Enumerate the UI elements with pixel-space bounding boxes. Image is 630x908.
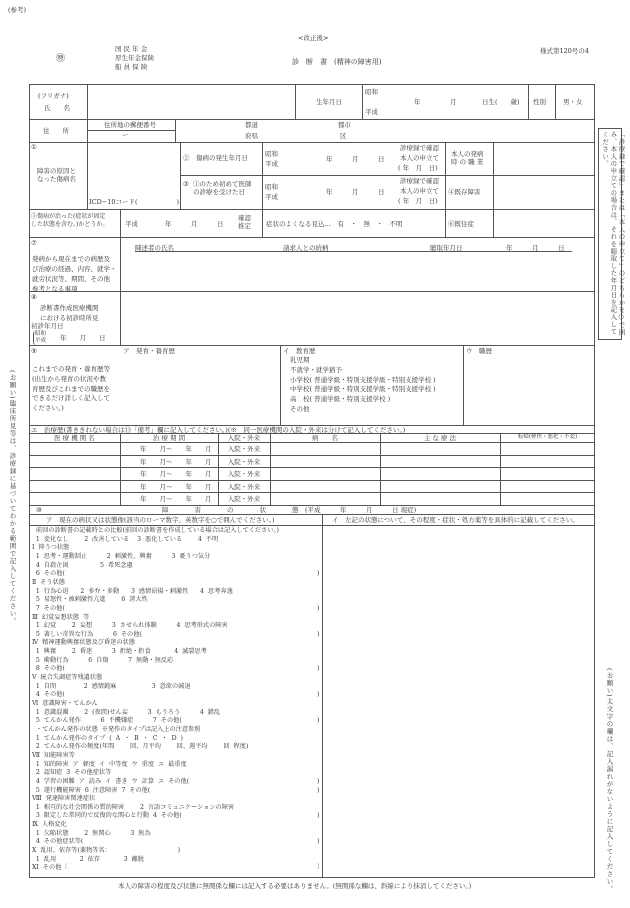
col-disease: 病 名: [312, 434, 338, 442]
close-paren: ): [317, 812, 320, 820]
onset-era-heisei[interactable]: 平成: [265, 160, 278, 168]
disability-state-title: 障 害 の 状 態 (平成 年 月 日 現症): [162, 506, 417, 514]
relation-label: 請求人との続柄: [283, 244, 329, 252]
cured-era: 平成: [125, 220, 138, 228]
first-visit-era-heisei[interactable]: 平成: [265, 193, 278, 201]
form-number: 様式第120号の4: [540, 47, 590, 55]
treatment-period[interactable]: 年 月〜 年 月: [140, 445, 212, 453]
cured-status-label: ⑤傷病が治った(症状が固定 した状態を含む。)かどうか。: [31, 213, 109, 228]
state-item-line[interactable]: 1 欠陥状態 2 無関心 3 無為: [32, 829, 151, 837]
close-paren: ): [317, 777, 320, 785]
postal-code-label: 住所地の郵便番号: [104, 121, 156, 129]
birth-date-label: 生年月日: [316, 98, 342, 106]
state-item-line[interactable]: 1 相互的な社会関係の質的障害 2 言語コミュニケーションの障害: [32, 803, 235, 811]
state-item-line[interactable]: 5 遂行機能障害 6 注意障害 7 その他(: [32, 786, 151, 794]
col-outcome: 転帰(軽快・悪化・不変): [517, 434, 578, 440]
state-item-line[interactable]: 5 衝動行為 6 自傷 7 無動・無反応: [32, 656, 174, 664]
interview-ymd: 年 月 日: [506, 244, 565, 252]
existing-disability-label: ④既存障害: [448, 188, 481, 196]
state-item-line[interactable]: 3 限定した常同的で反復的な関心と行動 4 その他(: [32, 812, 182, 820]
first-exam-era[interactable]: 昭和 平成: [35, 331, 47, 345]
state-item-line[interactable]: ・てんかん発作の状態 ※発作のタイプは記入上の注意参照: [32, 725, 201, 733]
state-item-line[interactable]: 1 興奮 2 昏迷 3 拒絶・拒食 4 滅裂思考: [32, 648, 207, 656]
treatment-period[interactable]: 年 月〜 年 月: [140, 457, 212, 466]
first-exam-date-label: 初診年月日: [31, 322, 64, 330]
state-item-line[interactable]: 1 行為心迫 2 多弁・多動 3 感情昂揚・刺激性 4 思考奔逸: [32, 587, 233, 595]
current-state-label: ア 現在の病状又は状態像(該当のローマ数字、英数字を○で囲んでください。): [46, 516, 275, 524]
education-history-label: イ 教育歴: [283, 347, 316, 355]
prefecture-label-2: 府県: [245, 132, 258, 140]
occupation-label: 本人の発病 時 の 職 業: [451, 150, 484, 167]
furigana-label: (フリガナ): [38, 92, 69, 100]
state-item-line[interactable]: 4 その他(: [32, 691, 65, 699]
first-visit-ymd: 年 月 日: [326, 188, 385, 196]
inpatient-outpatient-choice[interactable]: 入院・外来: [227, 495, 261, 503]
state-item-line[interactable]: 1 変化なし 2 改善している 3 悪化している 4 不明: [32, 535, 219, 543]
state-item-line[interactable]: Ⅰ 抑うつ状態: [32, 544, 70, 552]
section-9-number: ⑨: [31, 347, 37, 355]
section-8-number: ⑧: [31, 293, 37, 301]
revision-label: <改正後>: [298, 34, 329, 42]
treatment-period[interactable]: 年 月〜 年 月: [140, 470, 212, 478]
education-options[interactable]: 乳児期 不就学・就学猶予 小学校( 普通学級・特別支援学級・特別支援学校 ) 中学校( 普通学級・特別支援学級・特別支援学校 ) 高 校( 普通学級・特別支援学校 ) その他: [290, 356, 436, 413]
icd10-code[interactable]: ICD−10コード( ): [89, 198, 180, 206]
state-item-line[interactable]: 5 易怒性・被刺激性亢進 6 誇大性: [32, 596, 148, 604]
era-showa[interactable]: 昭和: [365, 88, 378, 96]
first-visit-confirm-record[interactable]: 診療録で確認: [400, 177, 439, 185]
onset-era-showa[interactable]: 昭和: [265, 150, 278, 158]
close-paren: ): [317, 570, 320, 578]
state-item-line[interactable]: 4 自殺企図 5 希死念慮: [32, 561, 133, 569]
state-item-line[interactable]: Ⅴ 統合失調症等残遺状態: [32, 674, 103, 682]
state-checklist: [32, 528, 322, 876]
sex-label: 性別: [533, 98, 546, 106]
right-request-note: (お願い)太文字の欄は、記入漏れがないように記入してください。: [605, 668, 614, 893]
recovery-outlook[interactable]: 症状のよくなる見込… 有 ・ 無 ・ 不明: [266, 220, 403, 228]
close-paren: ): [317, 665, 320, 673]
footer-note: 本人の障害の程度及び状態に無関係な欄には記入する必要はありません。(無関係な欄は、斜線により抹消してください。): [118, 882, 472, 890]
state-item-line[interactable]: 8 その他(: [32, 665, 65, 673]
state-item-line[interactable]: 5 著しい奇異な行為 6 その他(: [32, 630, 142, 638]
city-label-2: 区: [340, 132, 347, 140]
state-item-line[interactable]: 1 思考・運動制止 2 刺激性、興奮 3 憂うつ気分: [32, 552, 211, 560]
onset-date-ymd: 年 月 日: [326, 155, 385, 163]
address-label: 住 所: [43, 127, 69, 135]
section-3-number: ③: [183, 180, 189, 188]
state-item-line[interactable]: Ⅵ 意識障害・てんかん: [32, 700, 98, 707]
name-field[interactable]: [88, 85, 294, 118]
initial-findings-label: 診断書作成医療機関 における初診時所見: [40, 304, 99, 322]
month-label: 月: [450, 98, 457, 106]
state-item-line[interactable]: 1 てんかん発作のタイプ ( A ・ B ・ C ・ D ): [32, 734, 183, 742]
section-7-number: ⑦: [31, 239, 37, 247]
postal-code-boxes[interactable]: [88, 131, 174, 141]
state-item-line[interactable]: ⅩⅠ その他〔: [32, 864, 68, 872]
interview-date-label: 聴取年月日: [430, 244, 463, 252]
state-item-line[interactable]: 1 乱用 2 依存 3 離脱: [32, 855, 144, 863]
name-label: 氏 名: [44, 104, 70, 112]
state-item-line[interactable]: 4 学習の困難 ア 読み イ 書き ウ 計算 エ その他(: [32, 777, 190, 785]
upbringing-label: これまでの発育・養育歴等 (出生から発育の状況や教 育歴及びこれまでの職歴を できるだけ詳しく記入して ください。): [32, 365, 110, 412]
treatment-period[interactable]: 年 月〜 年 月: [140, 495, 212, 503]
confirm-note: 「診療録で確認」または「本人の申立て」のどちらかを○で囲み、本人の申立ての場合は、それを聴取した年月日を記入してください。: [601, 131, 625, 337]
close-paren: ): [317, 630, 320, 638]
document-title: 診 断 書 (精神の障害用): [292, 58, 382, 66]
onset-confirm-record[interactable]: 診療録で確認: [400, 144, 439, 152]
onset-confirm-self[interactable]: 本人の申立て: [400, 154, 439, 162]
state-item-line[interactable]: Ⅸ 人格変化: [32, 821, 67, 829]
year-label: 年: [414, 98, 421, 106]
state-item-line[interactable]: Ⅷ 発達障害関連症状: [32, 795, 96, 803]
col-institution: 医 療 機 関 名: [54, 434, 95, 442]
confirmed-estimated-choice[interactable]: 確認 推定: [238, 214, 251, 231]
history-label: 発病から現在までの病歴及 び治療の経過、内容、就学・ 就労状況等、期間、その他 参考となる事項: [32, 255, 117, 294]
prefecture-label-1: 都道: [245, 121, 258, 129]
col-period: 治 療 期 間: [152, 434, 186, 442]
state-item-line[interactable]: Ⅳ 精神運動興奮状態及び昏迷の状態: [32, 639, 135, 647]
sex-choice[interactable]: 男・女: [563, 98, 583, 106]
close-paren: ): [317, 604, 320, 612]
narrator-name-label: 陳述者の氏名: [135, 244, 174, 252]
section-10-number: ⑩: [36, 506, 42, 514]
past-illness-label: ⑥既往症: [448, 220, 474, 228]
close-paren: ): [317, 691, 320, 699]
first-visit-era-showa[interactable]: 昭和: [265, 183, 278, 191]
treatment-history-title: エ 治療歴(書ききれない場合は⑬「備考」欄に記入してください。)(※ 同一医療機関の入院・外来は分けて記入してください。): [31, 426, 406, 434]
state-item-line[interactable]: 7 その他(: [32, 604, 65, 612]
state-detail-label: イ 左記の状態について、その程度・症状・処方薬等を具体的に記載してください。: [332, 516, 579, 524]
state-item-line[interactable]: 6 その他(: [32, 570, 65, 578]
state-item-line[interactable]: 5 てんかん発作 6 不機嫌症 7 その他(: [32, 717, 182, 725]
col-therapy: 主 な 療 法: [423, 434, 457, 442]
first-exam-ymd: 年 月 日: [60, 334, 106, 342]
onset-confirm-date: ( 年 月 日): [398, 164, 438, 172]
close-paren: ): [317, 786, 320, 794]
close-paren: ): [317, 838, 320, 846]
state-item-line[interactable]: Ⅶ 知能障害等: [32, 751, 75, 759]
state-item-line[interactable]: 1 意識混濁 2 (夜間)せん妄 3 もうろう 4 錯乱: [32, 708, 221, 716]
reference-label: (参考): [8, 6, 27, 14]
left-request-note: (お願い)臨床所見等は、診療録に基づいてわかる範囲で記入してください。: [8, 370, 17, 625]
state-item-line[interactable]: 4 その他症状等(: [32, 838, 84, 846]
era-heisei[interactable]: 平成: [365, 108, 378, 116]
state-detail-field[interactable]: [323, 526, 594, 877]
insurance-type-2: 厚生年金保険: [115, 54, 154, 62]
insurance-type-1: 国 民 年 金: [115, 45, 148, 53]
state-item-line[interactable]: 1 知的障害 ア 軽度 イ 中等度 ウ 重度 エ 最重度: [32, 760, 187, 768]
insurance-type-3: 船 員 保 険: [115, 63, 148, 71]
col-inpatient: 入院・外来: [227, 434, 261, 442]
close-paren: 〕: [317, 864, 324, 872]
cured-ymd: 年 月 日: [165, 220, 224, 228]
work-history-label: ウ 職歴: [466, 347, 492, 355]
state-item-line[interactable]: 1 自閉 2 感情鈍麻 3 意欲の減退: [32, 682, 191, 690]
inpatient-outpatient-choice[interactable]: 入院・外来: [227, 457, 261, 466]
first-visit-confirm-self[interactable]: 本人の申立て: [400, 187, 439, 195]
development-history-label: ア 発育・養育歴: [123, 347, 175, 355]
treatment-period[interactable]: 年 月〜 年 月: [140, 482, 212, 491]
close-paren: ): [317, 717, 320, 725]
state-item-line[interactable]: Ⅲ 幻覚妄想状態 等: [32, 613, 90, 621]
section-1-number: ①: [31, 143, 37, 151]
inpatient-outpatient-choice[interactable]: 入院・外来: [227, 445, 261, 453]
first-visit-confirm-date: ( 年 月 日): [398, 197, 438, 205]
onset-date-label: ② 傷病の発生年月日: [183, 154, 248, 162]
state-item-line[interactable]: Ⅹ 乱用、依存等(薬物等名： ): [32, 847, 181, 855]
inpatient-outpatient-choice[interactable]: 入院・外来: [227, 482, 261, 491]
seal-mark: ㊕: [56, 54, 66, 64]
state-item-line[interactable]: 1 幻覚 2 妄想 3 させられ体験 4 思考形式の障害: [32, 622, 228, 630]
state-item-line[interactable]: Ⅱ そう状態: [32, 578, 65, 586]
postal-dash: ー: [122, 131, 129, 139]
first-visit-label: ①のため初めて医師 の診療を受けた日: [193, 180, 252, 197]
state-item-line[interactable]: 前回の診断書の記載時との比較(前回の診断書を作成している場合は記入してください。): [32, 527, 279, 534]
state-item-line[interactable]: 2 てんかん発作の頻度(年間 回、月平均 回、週平均 回 程度): [32, 743, 249, 751]
state-item-line[interactable]: 2 認知症 3 その他症状等: [32, 769, 112, 777]
day-age-label: 日生( 歳): [482, 98, 520, 106]
inpatient-outpatient-choice[interactable]: 入院・外来: [227, 470, 261, 478]
cause-disease-label: 障害の原因と なった傷病名: [37, 167, 76, 184]
city-label-1: 郡市: [338, 121, 351, 129]
